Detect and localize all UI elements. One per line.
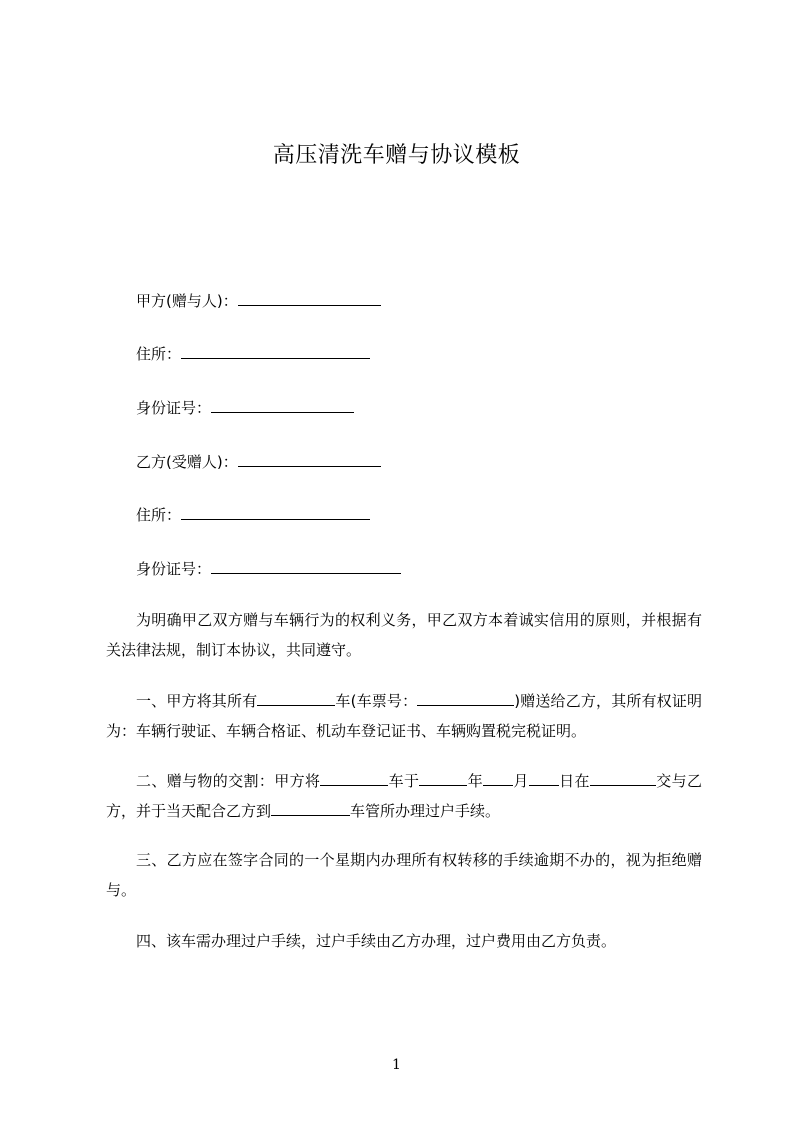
party-b-address-blank[interactable] [181, 504, 370, 520]
party-b-id-line [136, 558, 401, 580]
clause-2-text-a: 二、赠与物的交割：甲方将 [136, 772, 321, 790]
clause-2-place-blank[interactable] [590, 771, 656, 786]
party-b-address-line [136, 504, 370, 526]
party-b-address-label: 住所： [136, 506, 182, 524]
clause-2-text-b: 车于 [388, 772, 420, 790]
clause-2-text-c: 年 [467, 772, 484, 790]
clause-2-text-f: 交与乙方，并于当天配合乙方到 [106, 772, 702, 820]
party-a-id-line [136, 397, 354, 419]
party-a-address-line [136, 343, 370, 365]
party-a-id-blank[interactable] [211, 397, 354, 413]
preamble-paragraph: 为明确甲乙双方赠与车辆行为的权利义务，甲乙双方本着诚实信用的原则，并根据有关法律法规，制订本协议，共同遵守。 [106, 611, 702, 659]
clause-2-vehicle-blank[interactable] [320, 771, 388, 786]
clause-2-day-blank[interactable] [529, 771, 559, 786]
clause-2-month-blank[interactable] [483, 771, 513, 786]
clause-4-paragraph: 四、该车需办理过户手续，过户手续由乙方办理，过户费用由乙方负责。 [136, 932, 617, 950]
clause-1-text-b: 车(车票号： [335, 692, 418, 710]
page-number: 1 [392, 1057, 401, 1073]
party-a-line [136, 290, 381, 312]
clause-1-paragraph [106, 686, 702, 746]
clause-2-dmv-blank[interactable] [271, 801, 350, 816]
clause-2-text-g: 车管所办理过户手续。 [350, 802, 501, 820]
party-a-id-label: 身份证号： [136, 399, 212, 417]
clause-1-ticket-blank[interactable] [417, 691, 514, 706]
clause-2-paragraph [106, 766, 702, 826]
clause-2-text-d: 月 [513, 772, 529, 790]
party-a-label: 甲方(赠与人)： [136, 292, 238, 310]
party-b-id-label: 身份证号： [136, 560, 212, 578]
clause-1-vehicle-blank[interactable] [257, 691, 335, 706]
party-a-address-blank[interactable] [181, 343, 370, 359]
party-a-name-blank[interactable] [238, 290, 381, 306]
party-a-address-label: 住所： [136, 345, 182, 363]
clause-3-paragraph: 三、乙方应在签字合同的一个星期内办理所有权转移的手续逾期不办的，视为拒绝赠与。 [106, 851, 702, 899]
clause-1-text-c: )赠送给乙方，其所有权证明为：车辆行驶证、车辆合格证、机动车登记证书、车辆购置税完税证明。 [106, 692, 702, 740]
document-title: 高压清洗车赠与协议模板 [272, 143, 521, 168]
party-b-name-blank[interactable] [238, 451, 381, 467]
clause-2-text-e: 日在 [558, 772, 590, 790]
party-b-label: 乙方(受赠人)： [136, 453, 238, 471]
clause-1-text-a: 一、甲方将其所有 [136, 692, 258, 710]
party-b-line [136, 451, 381, 473]
clause-2-year-blank[interactable] [419, 771, 467, 786]
party-b-id-blank[interactable] [211, 558, 401, 574]
